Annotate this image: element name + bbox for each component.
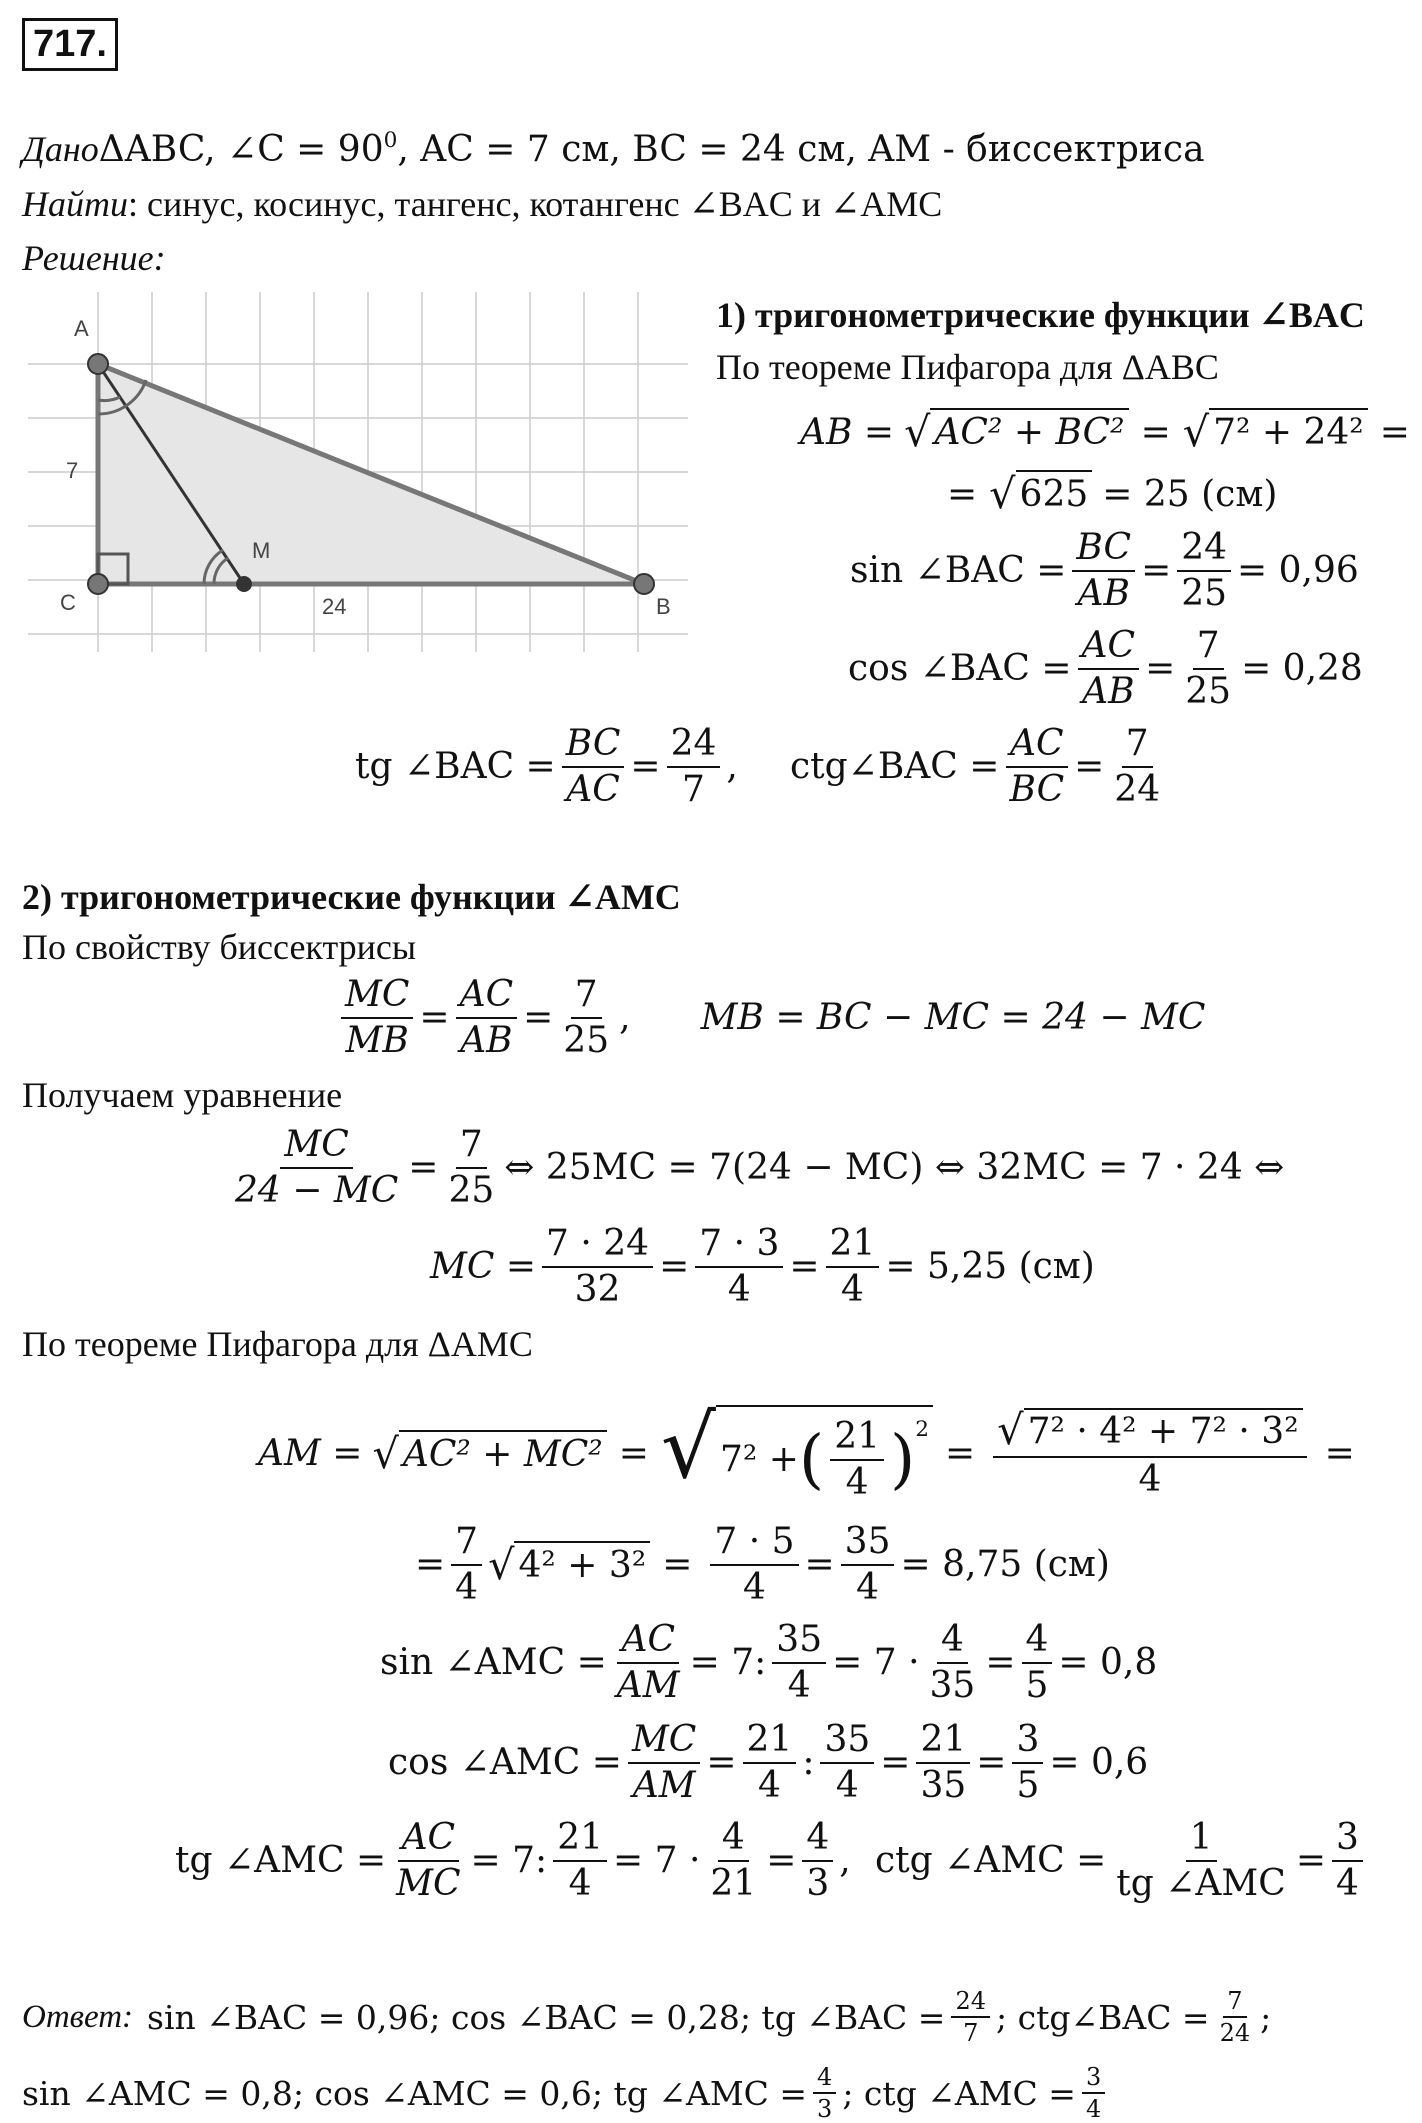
rad-ac-mc: AC² + MC² <box>399 1430 607 1475</box>
rad-4-3: 4² + 3² <box>514 1541 650 1586</box>
am-line-1: AM = √ AC² + MC² = √ 7² + ( $\frac{21}{4}$ ) $^2$ = √ 7² · 4² + 7² · 3² 4 = <box>258 1398 1355 1503</box>
frac-7x24-32: $\frac{7 \cdot 24}{32}$ <box>542 1224 653 1309</box>
tg-amc: tg ∠AMC = $\frac{AC}{MC}$ = 7: $\frac{21}{4}$ = 7 · $\frac{4}{21}$ = $\frac{4}{3}$ , <box>175 1817 851 1904</box>
point-m <box>236 576 252 592</box>
part1-pythagoras: По теореме Пифагора для ΔABC <box>716 347 1219 387</box>
triangle-fill <box>98 364 644 584</box>
rad-7sq: 7² + <box>719 1439 799 1481</box>
answer-l2b: ; ctg ∠AMC = <box>842 2073 1076 2113</box>
frac-mc-mb: $\frac{MC}{MB}$ <box>341 975 413 1060</box>
am-line-2: = $\frac{7}{4}$ √ 4² + 3² = $\frac{7 \cdot 5}{4}$ = $\frac{35}{4}$ = 8,75 (см) <box>415 1521 1110 1608</box>
sin-amc-result: = 0,8 <box>1058 1642 1158 1684</box>
label-b: B <box>656 594 671 619</box>
frac-35-4: $\frac{35}{4}$ <box>841 1522 895 1607</box>
frac-ac-bc: $\frac{AC}{BC}$ <box>1005 724 1068 809</box>
answer-l1b: ; ctg∠BAC = <box>995 1997 1210 2037</box>
problem-number: 717. <box>22 18 118 71</box>
cos-bac-lhs: cos ∠BAC = <box>848 648 1072 690</box>
label-side-cb: 24 <box>322 594 347 619</box>
frac-7x3-4: $\frac{7 \cdot 3}{4}$ <box>695 1224 783 1309</box>
bisector-property: По свойству биссектрисы <box>22 927 417 967</box>
frac-sqrt-4: √ 7² · 4² + 7² · 3² 4 <box>993 1408 1306 1499</box>
ab-line: AB = √ AC² + BC² = √ 7² + 24² = <box>800 408 1410 456</box>
sin-amc: sin ∠AMC = $\frac{AC}{AM}$ = 7: $\frac{35}{4}$ = 7 · $\frac{4}{35}$ = $\frac{4}{5}$ = 0,8 <box>380 1619 1158 1706</box>
frac-35-4-c: $\frac{35}{4}$ <box>820 1720 874 1805</box>
cos-amc-result: = 0,6 <box>1049 1742 1149 1784</box>
frac-4-35: $\frac{4}{35}$ <box>929 1619 976 1706</box>
sin-amc-mid1: = 7: <box>689 1642 767 1684</box>
given-text-1: ΔABC, ∠C = 90 <box>98 128 384 170</box>
frac-7-4: $\frac{7}{4}$ <box>451 1522 482 1607</box>
rad-625: 625 <box>1016 470 1093 515</box>
frac-1-tg: $\frac{1}{\text{tg ∠AMC}}$ <box>1116 1817 1286 1904</box>
sin-amc-mid2: = 7 · <box>832 1642 920 1684</box>
label-m: M <box>252 538 271 563</box>
equation-1-rest: ⇔ 25MC = 7(24 − MC) ⇔ 32MC = 7 · 24 ⇔ <box>504 1147 1285 1189</box>
triangle-diagram <box>28 292 688 652</box>
answer-label: Ответ: <box>22 1998 134 2035</box>
sin-bac: sin ∠BAC = $\frac{BC}{AB}$ = $\frac{24}{25}$ = 0,96 <box>850 527 1359 614</box>
label-side-ac: 7 <box>66 458 79 483</box>
tg-amc-lhs: tg ∠AMC = <box>175 1840 387 1882</box>
given-line <box>22 128 1205 170</box>
find-line <box>22 183 942 225</box>
point-b <box>634 574 654 594</box>
sqrt-4-3: √ 4² + 3² <box>488 1541 650 1589</box>
frac-ac-ab: $\frac{AC}{AB}$ <box>1078 626 1140 711</box>
answer-l1a: sin ∠BAC = 0,96; cos ∠BAC = 0,28; tg ∠BAC = <box>147 1997 946 2037</box>
find-text: : синус, косинус, тангенс, котангенс ∠BAC и ∠AMC <box>128 184 943 224</box>
mb-expression: MB = BC − MC = 24 − MC <box>700 997 1206 1039</box>
rad-7-24: 7² + 24² <box>1209 408 1368 453</box>
frac-21-4-t: $\frac{21}{4}$ <box>553 1818 607 1903</box>
ratio-line: $\frac{MC}{MB}$ = $\frac{AC}{AB}$ = $\frac{7}{25}$ , MB = BC − MC = 24 − MC <box>335 975 1205 1060</box>
part1-heading: 1) тригонометрические функции ∠BAC <box>716 295 1365 335</box>
part2-heading: 2) тригонометрические функции ∠AMC <box>22 877 681 917</box>
sqrt-big: √ 7² + ( $\frac{21}{4}$ ) $^2$ <box>661 1405 933 1502</box>
frac-21-4: $\frac{21}{4}$ <box>826 1224 880 1309</box>
sqrt-7-24: √ 7² + 24² <box>1183 408 1368 456</box>
answer-l2a: sin ∠AMC = 0,8; cos ∠AMC = 0,6; tg ∠AMC = <box>22 2073 808 2113</box>
answer-frac-3-4: $\frac{3}{4}$ <box>1082 2064 1105 2123</box>
frac-bc-ab: $\frac{BC}{AB}$ <box>1072 528 1135 613</box>
frac-7-25-3: $\frac{7}{25}$ <box>448 1124 495 1211</box>
am-lhs: AM = <box>258 1433 363 1475</box>
sqrt-ac-bc: √ AC² + BC² <box>904 408 1129 456</box>
rad-numerator: 7² · 4² + 7² · 3² <box>1024 1408 1303 1452</box>
given-degree: 0 <box>383 128 398 153</box>
cos-bac: cos ∠BAC = $\frac{AC}{AB}$ = $\frac{7}{25}$ = 0,28 <box>848 625 1363 712</box>
sin-bac-lhs: sin ∠BAC = <box>850 550 1067 592</box>
cos-amc: cos ∠AMC = $\frac{MC}{AM}$ = $\frac{21}{4}$ : $\frac{35}{4}$ = $\frac{21}{35}$ = $\frac{3}{5}$ = 0,6 <box>388 1719 1149 1806</box>
tg-bac-lhs: tg ∠BAC = <box>355 746 556 788</box>
equation-label: Получаем уравнение <box>22 1075 343 1115</box>
frac-4-5: $\frac{4}{5}$ <box>1022 1620 1053 1705</box>
frac-35-4-b: $\frac{35}{4}$ <box>772 1620 826 1705</box>
frac-4-3: $\frac{4}{3}$ <box>802 1818 833 1903</box>
frac-21-4-big: $\frac{21}{4}$ <box>830 1417 884 1502</box>
frac-24-25: $\frac{24}{25}$ <box>1177 528 1231 613</box>
label-a: A <box>74 316 89 341</box>
frac-3-5: $\frac{3}{5}$ <box>1012 1720 1043 1805</box>
part2-pythagoras: По теореме Пифагора для ΔAMC <box>22 1324 533 1364</box>
given-text-2: , AC = 7 см, BC = 24 см, AM - биссектриса <box>397 128 1205 170</box>
frac-ac-ab-2: $\frac{AC}{AB}$ <box>456 975 518 1060</box>
frac-3-4: $\frac{3}{4}$ <box>1332 1818 1363 1903</box>
ab-line2: = √ 625 = 25 (см) <box>947 470 1278 518</box>
answer-frac-24-7: $\frac{24}{7}$ <box>951 1988 990 2047</box>
frac-7x5-4: $\frac{7 \cdot 5}{4}$ <box>710 1522 798 1607</box>
given-label: Дано <box>22 129 99 169</box>
sqrt-ac-mc: √ AC² + MC² <box>372 1430 606 1478</box>
sin-bac-result: = 0,96 <box>1237 550 1359 592</box>
ctg-bac: ctg∠BAC = $\frac{AC}{BC}$ = $\frac{7}{24}$ <box>790 724 1170 809</box>
equation-2: MC = $\frac{7 \cdot 24}{32}$ = $\frac{7 \cdot 3}{4}$ = $\frac{21}{4}$ = 5,25 (см) <box>430 1223 1095 1310</box>
frac-mc-am: $\frac{MC}{AM}$ <box>628 1720 700 1805</box>
ctg-amc: ctg ∠AMC = $\frac{1}{\text{tg ∠AMC}}$ = $\frac{3}{4}$ <box>875 1818 1369 1903</box>
sqrt-625: √ 625 <box>989 470 1092 518</box>
ab-lhs: AB = <box>800 411 895 453</box>
frac-ac-mc: $\frac{AC}{MC}$ <box>396 1817 461 1904</box>
cos-amc-lhs: cos ∠AMC = <box>388 1742 622 1784</box>
am-result: = 8,75 (см) <box>900 1544 1110 1586</box>
answer-line-1: Ответ: sin ∠BAC = 0,96; cos ∠BAC = 0,28; tg ∠BAC = $\frac{24}{7}$ ; ctg∠BAC = $\frac{7}{24}$ ; <box>22 1987 1272 2048</box>
label-c: C <box>60 590 76 615</box>
frac-7-25: $\frac{7}{25}$ <box>1185 625 1232 712</box>
ctg-bac-lhs: ctg∠BAC = <box>790 746 1000 788</box>
equation-1: $\frac{MC}{24 - MC}$ = $\frac{7}{25}$ ⇔ 25MC = 7(24 − MC) ⇔ 32MC = 7 · 24 ⇔ <box>225 1125 1284 1210</box>
tg-amc-mid1: = 7: <box>470 1840 548 1882</box>
frac-24-7: $\frac{24}{7}$ <box>667 724 721 809</box>
frac-7-25-2: $\frac{7}{25}$ <box>563 974 610 1061</box>
frac-4-21: $\frac{4}{21}$ <box>710 1817 757 1904</box>
frac-mc-24-mc: $\frac{MC}{24 - MC}$ <box>235 1124 399 1211</box>
answer-line-2 <box>22 2064 1111 2123</box>
ctg-amc-lhs: ctg ∠AMC = <box>875 1840 1107 1882</box>
frac-ac-am: $\frac{AC}{AM}$ <box>616 1619 680 1706</box>
mc-result: = 5,25 (см) <box>885 1246 1095 1288</box>
frac-21-35: $\frac{21}{35}$ <box>916 1720 970 1805</box>
mc-lhs: MC = <box>430 1246 537 1288</box>
frac-21-4-c: $\frac{21}{4}$ <box>743 1720 797 1805</box>
point-a <box>88 354 108 374</box>
sin-amc-lhs: sin ∠AMC = <box>380 1642 607 1684</box>
answer-frac-4-3: $\frac{4}{3}$ <box>813 2064 836 2123</box>
ab-result: = 25 (см) <box>1102 473 1278 515</box>
frac-7-24: $\frac{7}{24}$ <box>1114 723 1161 810</box>
find-label: Найти <box>22 184 128 224</box>
rad-ac-bc: AC² + BC² <box>930 408 1128 453</box>
frac-bc-ac: $\frac{BC}{AC}$ <box>562 724 625 809</box>
cos-bac-result: = 0,28 <box>1241 648 1363 690</box>
answer-frac-7-24: $\frac{7}{24}$ <box>1219 1987 1251 2048</box>
tg-bac: tg ∠BAC = $\frac{BC}{AC}$ = $\frac{24}{7}$ , <box>355 723 738 810</box>
tg-amc-mid2: = 7 · <box>613 1840 701 1882</box>
point-c <box>88 574 108 594</box>
solution-label: Решение: <box>22 238 166 278</box>
